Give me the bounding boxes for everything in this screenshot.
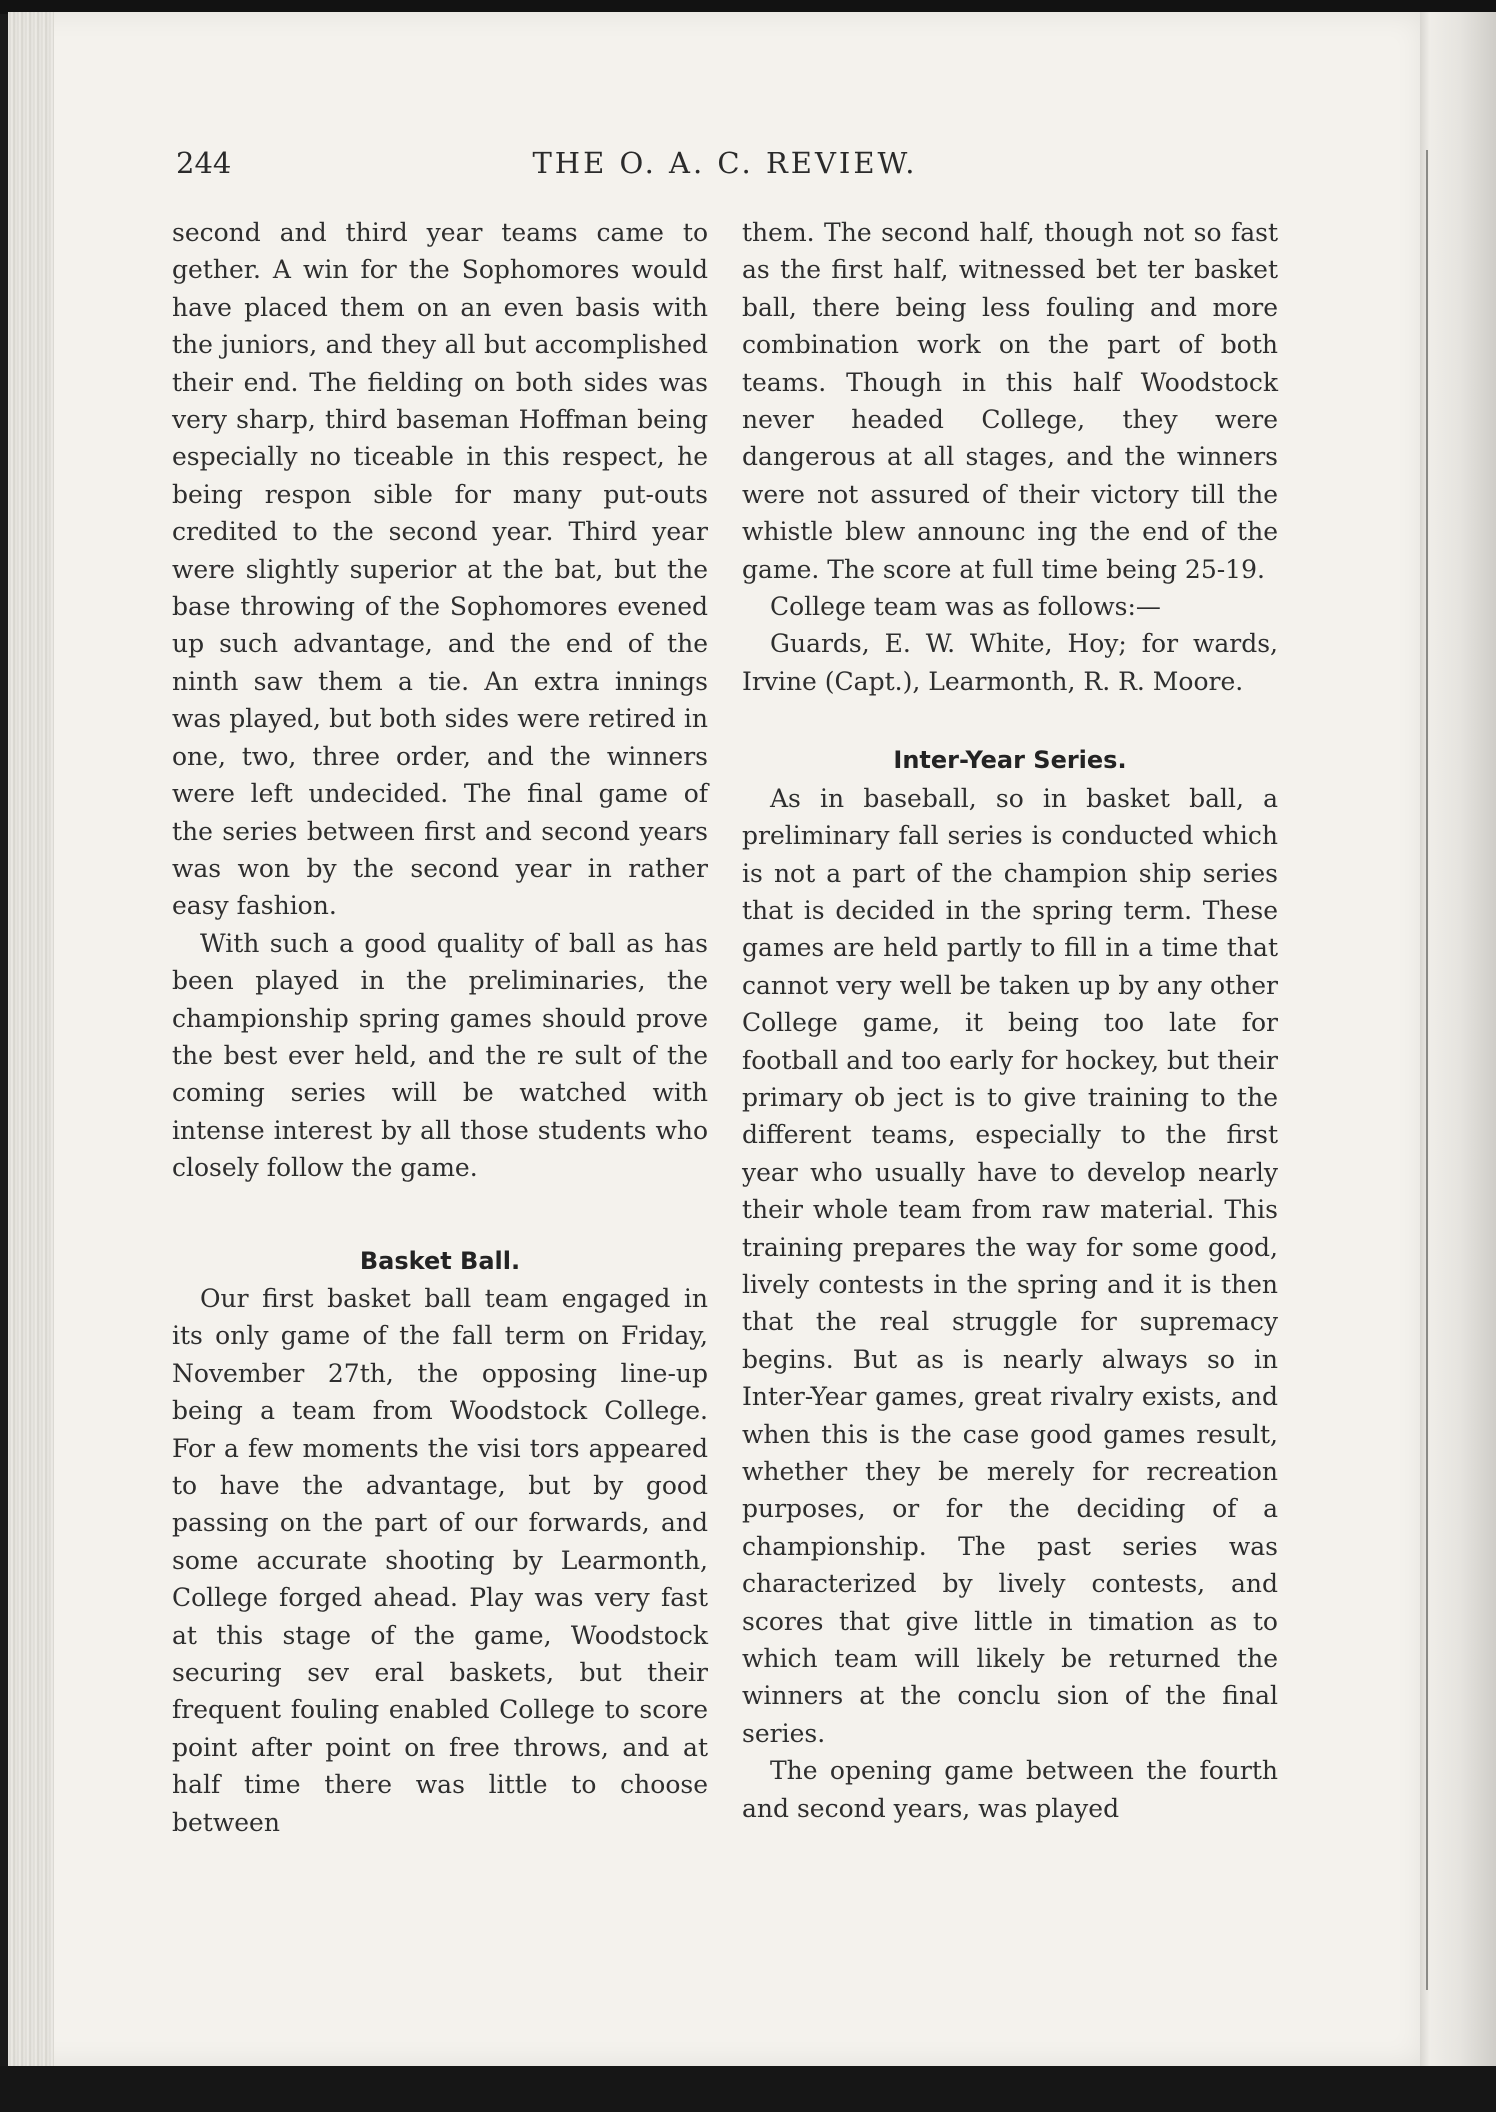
page-edge-right — [1420, 12, 1496, 2066]
team-lineup-paragraph: Guards, E. W. White, Hoy; for wards, Irvine (Capt.), Learmonth, R. R. Moore. — [742, 629, 1278, 696]
page-number: 244 — [176, 146, 232, 180]
team-intro-paragraph: College team was as follows:— — [770, 592, 1161, 622]
book-spine-shadow — [8, 12, 54, 2066]
page-edge-line — [1426, 150, 1428, 1990]
championship-paragraph: With such a good quality of ball as has been played in the preliminaries, the championship spring games should prove the best ever held, and the re sult of the coming series will be watched with intense interest by all those students who closely follow the game. — [172, 928, 708, 1183]
inter-year-heading: Inter-Year Series. — [893, 746, 1127, 775]
baseball-paragraph: second and third year teams came to gether. A win for the Sophomores would have placed them on an even basis with the juniors, and they all but accomplished their end. The fielding on both sides was very sharp, third baseman Hoffman being especially no ticeable in this respect, he being respon sible for many put-outs credited to the second year. Third year were slightly superior at the bat, but the base throwing of the Sophomores evened up such advantage, and the end of the ninth saw them a tie. An extra innings was played, but both sides were retired in one, two, three order, and the winners were left undecided. The final game of the series between first and second years was won by the second year in rather easy fashion. — [172, 218, 708, 921]
section-gap — [742, 700, 1278, 742]
opening-game-paragraph: The opening game between the fourth and second years, was played — [742, 1756, 1278, 1823]
basket-ball-heading: Basket Ball. — [359, 1246, 521, 1275]
left-column — [172, 214, 708, 1841]
section-gap — [172, 1187, 708, 1243]
right-column — [742, 214, 1278, 1827]
second-half-paragraph: them. The second half, though not so fast as the first half, witnessed bet ter basket ball, there being less fouling and more combination work on the part of both teams. Though in this half Woodstock never headed College, they were dangerous at all stages, and the winners were not assured of their victory till the whistle blew announc ing the end of the game. The score at full time being 25-19. — [742, 218, 1278, 584]
running-title: THE O. A. C. REVIEW. — [532, 146, 918, 180]
basket-ball-paragraph: Our first basket ball team engaged in its only game of the fall term on Friday, November 27th, the opposing line-up being a team from Woodstock College. For a few moments the visi tors appeared to have the advantage, but by good passing on the part of our forwards, and some accurate shooting by Learmonth, College forged ahead. Play was very fast at this stage of the game, Woodstock securing sev eral baskets, but their frequent fouling enabled College to score point after point on free throws, and at half time there was little to choose between — [172, 1283, 708, 1837]
inter-year-paragraph: As in baseball, so in basket ball, a preliminary fall series is conducted which is not a part of the champion ship series that is decided in the spring term. These games are held partly to fill in a time that cannot very well be taken up by any other College game, it being too late for football and too early for hockey, but their primary ob ject is to give training to the different teams, especially to the first year who usually have to develop nearly their whole team from raw material. This training prepares the way for some good, lively contests in the spring and it is then that the real struggle for supremacy begins. But as is nearly always so in Inter-Year games, great rivalry exists, and when this is the case good games result, whether they be merely for recreation purposes, or for the deciding of a championship. The past series was characterized by lively contests, and scores that give little in timation as to which team will likely be returned the winners at the conclu sion of the final series. — [742, 783, 1278, 1748]
scan-border-bottom — [0, 2066, 1496, 2112]
page-header — [170, 146, 1280, 196]
